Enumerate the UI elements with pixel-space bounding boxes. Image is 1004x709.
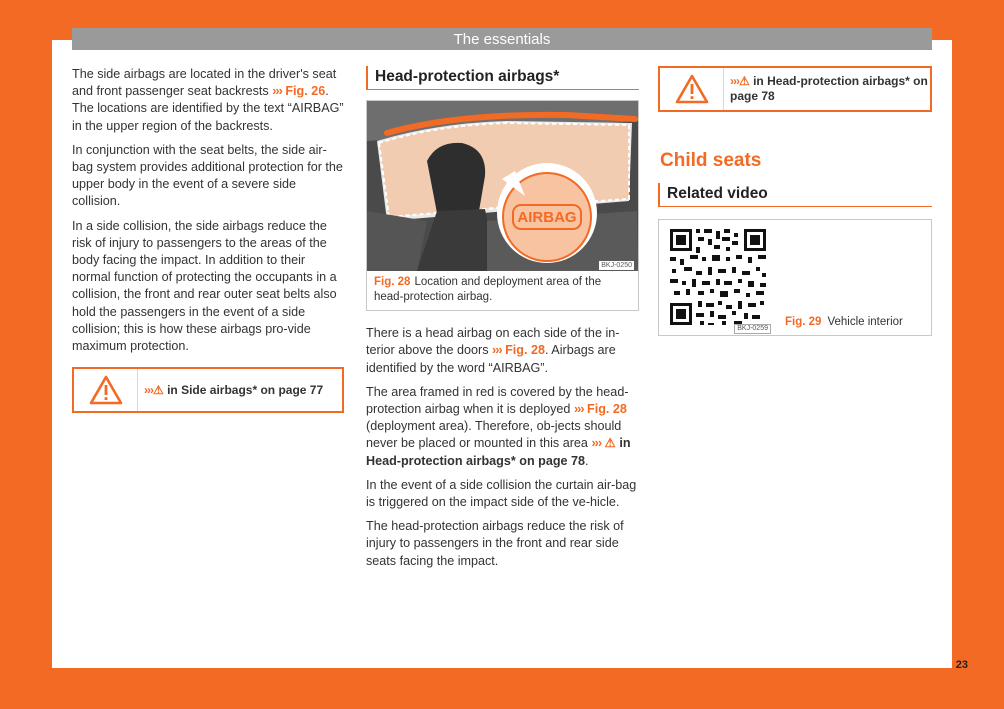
column-middle (366, 66, 639, 577)
page-header-title: The essentials (453, 31, 551, 48)
paragraph: The head-protection airbags reduce the risk of injury to passengers in the front and rear side seats facing the impact. (366, 519, 624, 568)
figure-caption (367, 271, 638, 310)
airbag-illustration (367, 101, 638, 271)
airbag-label: AIRBAG (517, 209, 577, 227)
warning-box (72, 367, 344, 413)
figure-code: BKJ-0250 (601, 262, 632, 270)
related-video-figure (658, 219, 932, 336)
page-number: 23 (955, 659, 968, 671)
column-left (72, 66, 344, 413)
warning-text: in Side airbags* on page 77 (163, 382, 324, 397)
warning-triangle-icon (675, 74, 709, 104)
text: (deployment area). Therefore, ob-jects should never be placed or mounted in this area (366, 419, 622, 451)
qr-code[interactable] (660, 221, 774, 335)
warning-triangle-icon: ⚠ (153, 382, 164, 397)
figure-link[interactable]: Fig. 26 (285, 84, 326, 99)
arrow-icon: ››› (573, 402, 584, 417)
figure-caption (785, 314, 903, 331)
paragraph (366, 325, 639, 377)
warning-icon-cell (660, 68, 724, 110)
figure-number: Fig. 29 (785, 316, 822, 329)
arrow-icon: ››› (144, 382, 153, 397)
warning-box (658, 66, 932, 112)
warning-triangle-icon: ⚠ (604, 436, 616, 451)
figure-head-airbag (366, 100, 639, 311)
paragraph: In the event of a side collision the curtain air-bag is triggered on the impact side of the ve-hicle. (366, 477, 637, 510)
section-title: Child seats (660, 150, 762, 171)
caption-text: Vehicle interior (827, 316, 903, 329)
qr-code-icon (660, 221, 774, 335)
text: . Airbags are identified by the word “AIRBAG”. (366, 343, 616, 375)
arrow-icon: ››› (492, 343, 502, 358)
arrow-icon: ››› (730, 74, 739, 88)
text: The side airbags are located in the driver's seat and front passenger seat backrests (72, 67, 337, 99)
car-interior-illustration (367, 101, 638, 271)
caption-text: Location and deployment area of the head-protection airbag. (374, 276, 602, 304)
figure-link[interactable]: Fig. 28 (587, 402, 627, 417)
figure-code: BKJ-0259 (734, 324, 771, 334)
figure-number: Fig. 28 (374, 276, 411, 289)
warning-triangle-icon (89, 375, 123, 405)
paragraph: In a side collision, the side airbags reduce the risk of injury to passengers to the areas of the body facing the impact. In addition to their normal function of protecting the occupants in a collision, the front and rear outer seat belts also hold the passengers in the event of a side collision; this is how these airbags pro-vide maximum protection. (72, 218, 337, 354)
paragraph (366, 384, 639, 470)
arrow-icon: ››› (272, 84, 282, 99)
text: There is a head airbag on each side of the in-terior above the doors (366, 326, 620, 358)
warning-link[interactable]: in Head-protection airbags* on page 78 (366, 436, 631, 468)
warning-reference[interactable] (138, 383, 323, 398)
arrow-icon: ››› (591, 436, 602, 451)
header-bar (72, 28, 932, 50)
subheading: Related video (658, 183, 932, 207)
text: . The locations are identified by the text “AIRBAG” in the upper region of the backrests. (72, 84, 344, 133)
paragraph: In conjunction with the seat belts, the side air-bag system provides additional protection for the upper body in the event of a severe side collision. (72, 142, 343, 209)
warning-text: in Head-protection airbags* on page 78 (730, 74, 928, 103)
text: The area framed in red is covered by the head-protection airbag when it is deployed (366, 384, 629, 417)
figure-link[interactable]: Fig. 28 (505, 343, 545, 358)
column-right (658, 66, 932, 336)
paragraph (72, 66, 344, 135)
warning-reference[interactable] (724, 74, 930, 104)
section-heading: Head-protection airbags* (366, 66, 639, 90)
warning-icon-cell (74, 369, 138, 411)
warning-triangle-icon: ⚠ (739, 74, 750, 88)
text: . (585, 453, 589, 468)
